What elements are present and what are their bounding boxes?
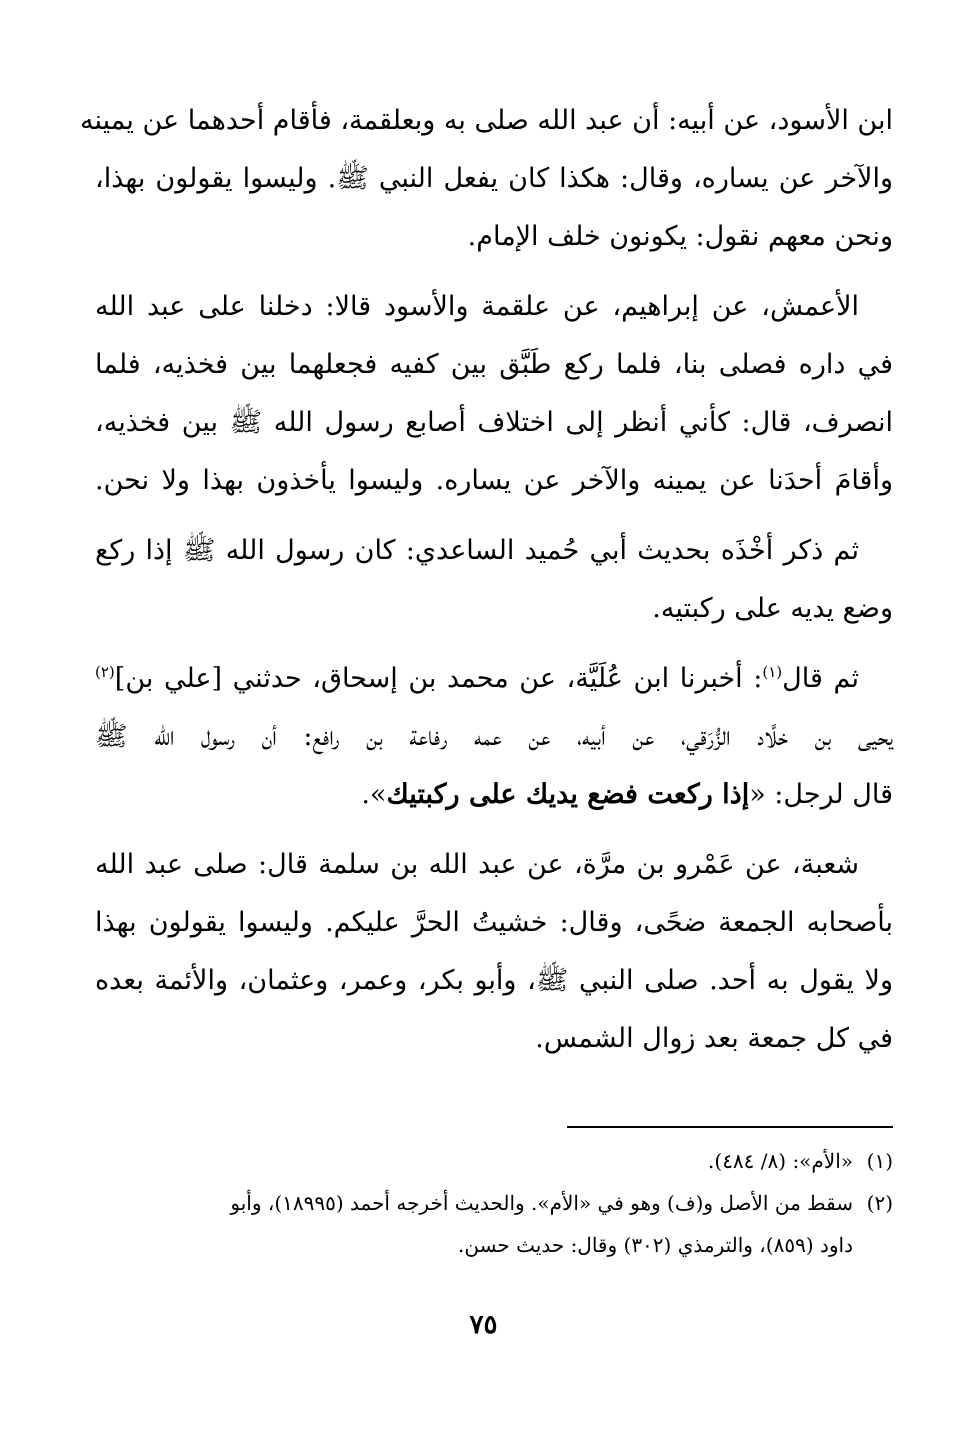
text-line: شعبة، عن عَمْرو بن مرَّة، عن عبد الله بن سلمة قال: صلى عبد الله xyxy=(95,849,859,880)
footnote-2-continuation: داود (٨٥٩)، والترمذي (٣٠٢) وقال: حديث حسن. xyxy=(458,1233,853,1257)
page-body xyxy=(80,92,894,1080)
text-line: وأقامَ أحدَنا عن يمينه والآخر عن يساره. وليسوا يأخذون بهذا ولا نحن. xyxy=(95,465,893,496)
paragraph-2 xyxy=(95,278,893,510)
text-line: ثم ذكر أخْذَه بحديث أبي حُميد الساعدي: كان رسول الله ﷺ إذا ركع xyxy=(95,535,859,566)
paragraph-3 xyxy=(95,522,893,638)
text-line: في داره فصلى بنا، فلما ركع طَبَّق بين كفيه فجعلهما بين فخذيه، فلما xyxy=(95,349,893,380)
footnote-number: (٢) xyxy=(866,1191,893,1215)
text-line: الأعمش، عن إبراهيم، عن علقمة والأسود قالا: دخلنا على عبد الله xyxy=(95,291,859,322)
text-line xyxy=(95,766,893,824)
page-number: ٧٥ xyxy=(469,1310,498,1340)
footnote-1 xyxy=(95,1140,893,1182)
footnote-2 xyxy=(95,1182,893,1224)
text-line: في كل جمعة بعد زوال الشمس. xyxy=(535,1023,893,1054)
footnote-text: «الأم»: (٨/ ٤٨٤). xyxy=(708,1149,853,1173)
paragraph-1 xyxy=(80,92,894,266)
footnote-number: (١) xyxy=(866,1149,893,1173)
text-line xyxy=(95,650,893,708)
footnote-ref[interactable]: (٢) xyxy=(95,663,115,681)
text-line: ابن الأسود، عن أبيه: أن عبد الله صلى به وبعلقمة، فأقام أحدهما عن يمينه xyxy=(80,105,893,136)
text-line: يحيى بن خلَّاد الزُّرَقي، عن أبيه، عن عمه رفاعة بن رافع: أن رسول الله ﷺ xyxy=(95,721,893,752)
text-line: وضع يديه على ركبتيه. xyxy=(652,593,893,624)
paragraph-4 xyxy=(95,650,893,824)
text-line: انصرف، قال: كأني أنظر إلى اختلاف أصابع رسول الله ﷺ بين فخذيه، xyxy=(95,407,893,438)
text-segment: ». xyxy=(361,779,387,810)
text-line: بأصحابه الجمعة ضحًى، وقال: خشيتُ الحرَّ عليكم. وليسوا يقولون بهذا xyxy=(95,907,893,938)
footnote-divider xyxy=(567,1126,893,1128)
text-line: ولا يقول به أحد. صلى النبي ﷺ، وأبو بكر، وعمر، وعثمان، والأئمة بعده xyxy=(95,965,893,996)
footnotes xyxy=(95,1140,893,1266)
text-line: والآخر عن يساره، وقال: هكذا كان يفعل النبي ﷺ. وليسوا يقولون بهذا، xyxy=(95,163,894,194)
text-line: ونحن معهم نقول: يكونون خلف الإمام. xyxy=(467,221,893,252)
text-segment: ثم قال xyxy=(782,663,859,694)
footnote-ref[interactable]: (١) xyxy=(762,663,783,681)
footnote-text: سقط من الأصل و(ف) وهو في «الأم». والحديث أخرجه أحمد (١٨٩٩٥)، وأبو xyxy=(230,1191,853,1215)
text-segment: قال لرجل: « xyxy=(749,779,893,810)
text-segment: : أخبرنا ابن عُلَيَّة، عن محمد بن إسحاق، حدثني [علي بن] xyxy=(114,663,763,694)
hadith-quote: إذا ركعت فضع يديك على ركبتيك xyxy=(386,779,750,810)
paragraph-5 xyxy=(95,836,893,1068)
